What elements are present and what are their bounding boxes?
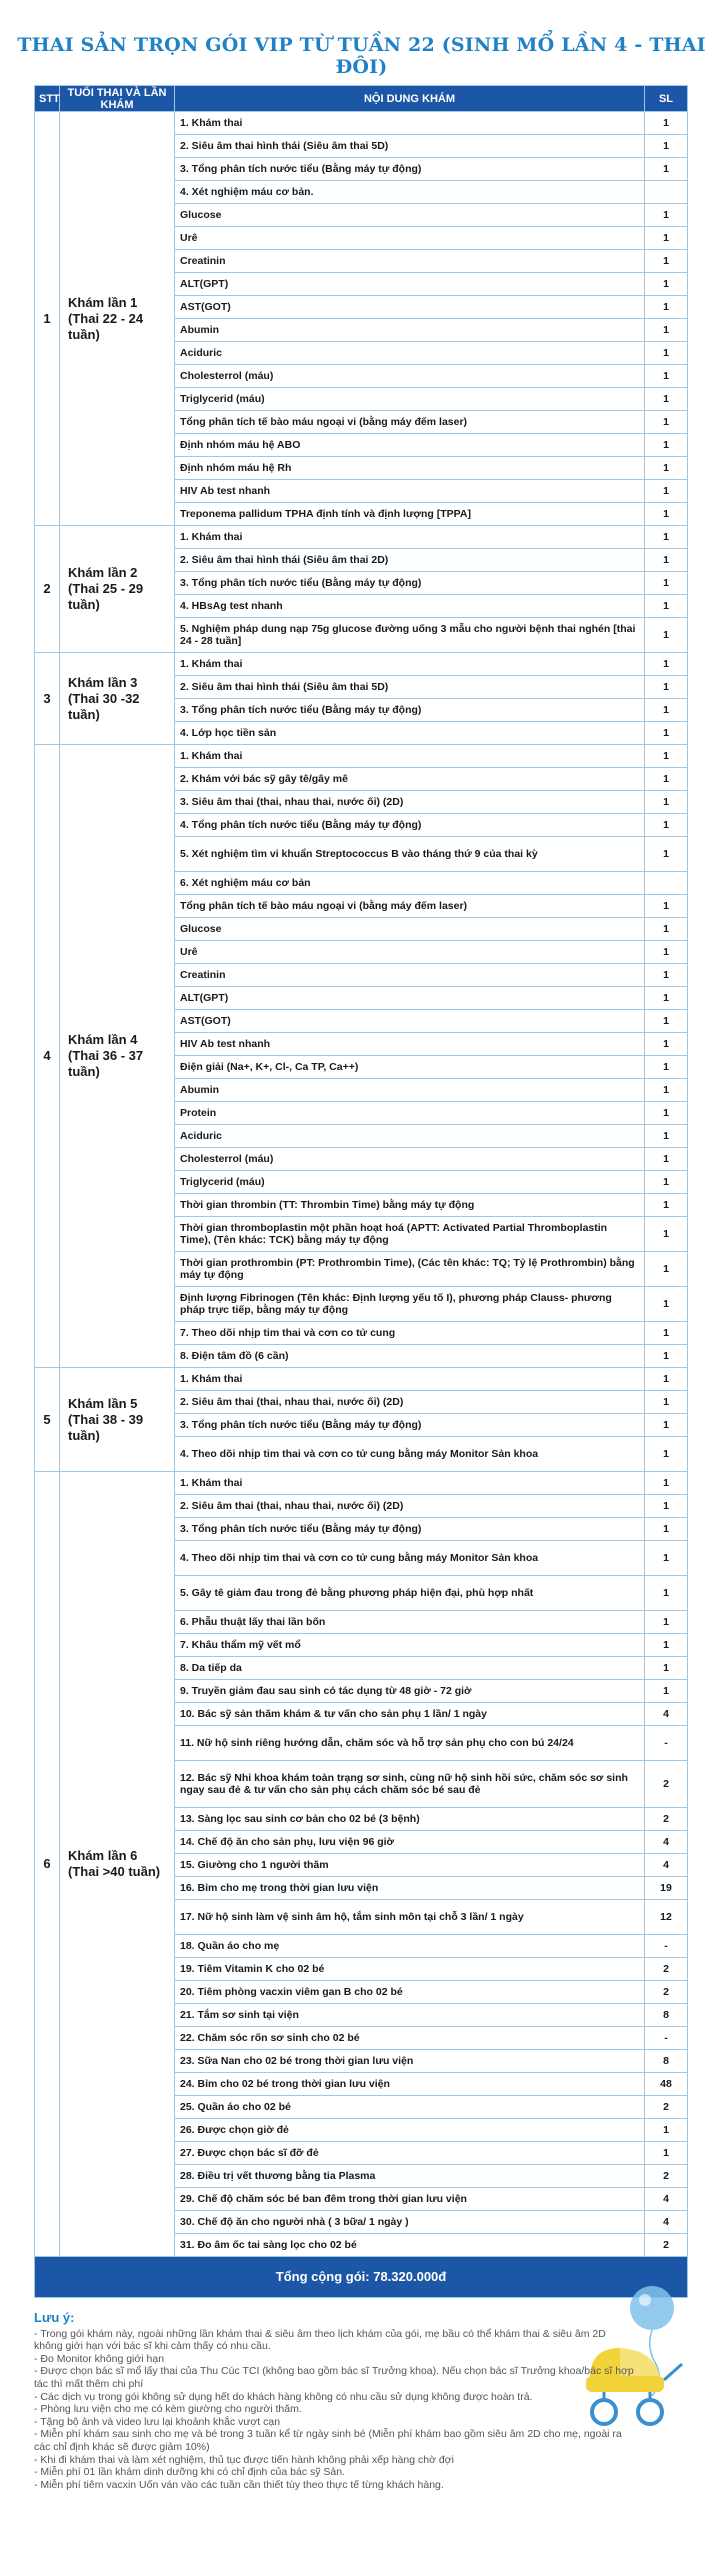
service-item: Triglycerid (máu) <box>175 388 645 411</box>
service-quantity: 1 <box>645 1391 688 1414</box>
service-quantity: 2 <box>645 1981 688 2004</box>
service-item: 5. Nghiệm pháp dung nạp 75g glucose đường uống 3 mẫu cho người bệnh thai nghén [thai 24 - 28 tuần] <box>175 618 645 653</box>
service-item: 21. Tắm sơ sinh tại viện <box>175 2004 645 2027</box>
service-quantity: 4 <box>645 2188 688 2211</box>
service-quantity: 1 <box>645 112 688 135</box>
service-quantity: 19 <box>645 1877 688 1900</box>
service-quantity: 1 <box>645 1056 688 1079</box>
service-item: 29. Chế độ chăm sóc bé ban đêm trong thời gian lưu viện <box>175 2188 645 2211</box>
service-quantity: 1 <box>645 653 688 676</box>
service-item: 1. Khám thai <box>175 526 645 549</box>
service-item: 18. Quần áo cho mẹ <box>175 1935 645 1958</box>
service-item: Urê <box>175 227 645 250</box>
service-item: 4. Lớp học tiền sản <box>175 722 645 745</box>
visit-name: Khám lần 3 <box>68 674 138 690</box>
service-quantity: 1 <box>645 618 688 653</box>
service-item: Triglycerid (máu) <box>175 1171 645 1194</box>
service-quantity: 1 <box>645 1368 688 1391</box>
service-quantity: 2 <box>645 2165 688 2188</box>
total-price: Tổng cộng gói: 78.320.000đ <box>35 2257 688 2298</box>
service-item: 25. Quần áo cho 02 bé <box>175 2096 645 2119</box>
service-quantity: - <box>645 2027 688 2050</box>
section-number: 4 <box>35 745 60 1368</box>
section-number: 2 <box>35 526 60 653</box>
note-line: - Các dịch vụ trong gói không sử dụng hết do khách hàng không có nhu cầu sử dụng không được hoàn trả. <box>34 2390 533 2403</box>
service-item: 6. Xét nghiệm máu cơ bản <box>175 872 645 895</box>
service-quantity: 1 <box>645 365 688 388</box>
service-quantity: 2 <box>645 1958 688 1981</box>
service-item: 5. Gây tê giảm đau trong đẻ bằng phương pháp hiện đại, phù hợp nhất <box>175 1576 645 1611</box>
package-table <box>34 85 688 2298</box>
service-quantity: 1 <box>645 987 688 1010</box>
service-quantity: 1 <box>645 204 688 227</box>
service-item: 2. Khám với bác sỹ gây tê/gây mê <box>175 768 645 791</box>
service-item: Treponema pallidum TPHA định tính và định lượng [TPPA] <box>175 503 645 526</box>
service-item: Điện giải (Na+, K+, Cl-, Ca TP, Ca++) <box>175 1056 645 1079</box>
header-stt: STT <box>35 86 60 112</box>
visit-name: Khám lần 6 <box>68 1848 138 1863</box>
service-quantity: 2 <box>645 2234 688 2257</box>
service-item: 22. Chăm sóc rốn sơ sinh cho 02 bé <box>175 2027 645 2050</box>
table-row <box>35 1368 688 1391</box>
service-quantity: - <box>645 1935 688 1958</box>
visit-cell <box>60 745 175 1368</box>
visit-name: Khám lần 2 <box>68 565 138 580</box>
service-quantity: 1 <box>645 480 688 503</box>
service-quantity: 4 <box>645 1831 688 1854</box>
service-item: 4. Tổng phân tích nước tiểu (Bằng máy tự động) <box>175 814 645 837</box>
service-item: 19. Tiêm Vitamin K cho 02 bé <box>175 1958 645 1981</box>
service-quantity: 1 <box>645 791 688 814</box>
section-number: 5 <box>35 1368 60 1472</box>
gestational-age: (Thai 38 - 39 tuần) <box>68 1411 144 1443</box>
service-quantity: 12 <box>645 1900 688 1935</box>
service-item: 14. Chế độ ăn cho sản phụ, lưu viện 96 giờ <box>175 1831 645 1854</box>
service-quantity: 1 <box>645 895 688 918</box>
service-item: 3. Siêu âm thai (thai, nhau thai, nước ối) (2D) <box>175 791 645 814</box>
service-quantity: 1 <box>645 1576 688 1611</box>
service-item: Định nhóm máu hệ ABO <box>175 434 645 457</box>
visit-name: Khám lần 5 <box>68 1395 138 1411</box>
service-quantity: 1 <box>645 572 688 595</box>
service-item: 3. Tổng phân tích nước tiểu (Bằng máy tự động) <box>175 699 645 722</box>
service-item: Cholesterrol (máu) <box>175 1148 645 1171</box>
service-quantity: 1 <box>645 918 688 941</box>
service-item: 6. Phẫu thuật lấy thai lần bốn <box>175 1611 645 1634</box>
service-item: HIV Ab test nhanh <box>175 1033 645 1056</box>
service-quantity: 2 <box>645 2096 688 2119</box>
service-quantity: 1 <box>645 457 688 480</box>
service-item: Tổng phân tích tế bào máu ngoại vi (bằng máy đếm laser) <box>175 411 645 434</box>
service-item: Định nhóm máu hệ Rh <box>175 457 645 480</box>
service-quantity: 1 <box>645 273 688 296</box>
service-quantity: 1 <box>645 250 688 273</box>
gestational-age: (Thai 30 -32 tuần) <box>68 690 140 722</box>
service-quantity: 1 <box>645 411 688 434</box>
service-item: 3. Tổng phân tích nước tiểu (Bằng máy tự động) <box>175 1414 645 1437</box>
section-number: 3 <box>35 653 60 745</box>
service-item: 2. Siêu âm thai hình thái (Siêu âm thai 2D) <box>175 549 645 572</box>
service-item: Abumin <box>175 1079 645 1102</box>
service-quantity: 1 <box>645 503 688 526</box>
service-item: 1. Khám thai <box>175 1472 645 1495</box>
service-item: AST(GOT) <box>175 1010 645 1033</box>
service-quantity: 1 <box>645 388 688 411</box>
gestational-age: (Thai >40 tuần) <box>68 1864 161 1879</box>
service-item: 17. Nữ hộ sinh làm vệ sinh âm hộ, tắm sinh môn tại chỗ 3 lần/ 1 ngày <box>175 1900 645 1935</box>
service-quantity: 1 <box>645 676 688 699</box>
page-title: THAI SẢN TRỌN GÓI VIP TỪ TUẦN 22 (SINH MỔ LẦN 4 - THAI ĐÔI) <box>17 34 706 78</box>
note-line: - Được chọn bác sĩ mổ lấy thai của Thu Cúc TCI (không bao gồm bác sĩ Trưởng khoa). Nếu chọn bác sĩ Trưởng khoa/bác sĩ hợp tác thì mất thêm chi phí <box>34 2365 634 2390</box>
service-quantity: 1 <box>645 526 688 549</box>
service-item: 28. Điều trị vết thương bằng tia Plasma <box>175 2165 645 2188</box>
service-item: Thời gian prothrombin (PT: Prothrombin Time), (Các tên khác: TQ; Tỷ lệ Prothrombin) bằng máy tự động <box>175 1252 645 1287</box>
service-quantity: 1 <box>645 1634 688 1657</box>
note-line: - Trong gói khám này, ngoài những lần khám thai & siêu âm theo lịch khám của gói, mẹ bầu có thể khám thai & siêu âm 2D không giới hạn với bác sĩ khi cảm thấy có nhu cầu. <box>34 2327 606 2353</box>
service-item: 10. Bác sỹ sản thăm khám & tư vấn cho sản phụ 1 lần/ 1 ngày <box>175 1703 645 1726</box>
service-quantity: 1 <box>645 814 688 837</box>
service-quantity: 8 <box>645 2004 688 2027</box>
note-line: - Đo Monitor không giới hạn <box>34 2352 165 2365</box>
service-quantity: 1 <box>645 1437 688 1472</box>
service-item: 2. Siêu âm thai (thai, nhau thai, nước ối) (2D) <box>175 1391 645 1414</box>
service-item: 8. Da tiếp da <box>175 1657 645 1680</box>
service-item: 8. Điện tâm đồ (6 cần) <box>175 1345 645 1368</box>
service-item: 4. Theo dõi nhịp tim thai và cơn co tử cung bằng máy Monitor Sản khoa <box>175 1437 645 1472</box>
notes-section <box>34 2312 634 2491</box>
service-item: 9. Truyền giảm đau sau sinh có tác dụng từ 48 giờ - 72 giờ <box>175 1680 645 1703</box>
service-quantity: 1 <box>645 964 688 987</box>
visit-cell <box>60 526 175 653</box>
service-item: Creatinin <box>175 250 645 273</box>
header-content: NỘI DUNG KHÁM <box>175 86 645 112</box>
service-quantity: 1 <box>645 1518 688 1541</box>
service-item: 30. Chế độ ăn cho người nhà ( 3 bữa/ 1 ngày ) <box>175 2211 645 2234</box>
service-quantity: 1 <box>645 1495 688 1518</box>
service-item: HIV Ab test nhanh <box>175 480 645 503</box>
service-quantity: 1 <box>645 1125 688 1148</box>
table-header-row <box>35 86 688 112</box>
service-quantity: 1 <box>645 1657 688 1680</box>
service-item: 12. Bác sỹ Nhi khoa khám toàn trạng sơ sinh, cùng nữ hộ sinh hồi sức, chăm sóc sơ sinh ngay sau đẻ & tư vấn cho sản phụ cách chăm sóc bé sau đẻ <box>175 1761 645 1808</box>
service-quantity: 1 <box>645 1680 688 1703</box>
service-quantity: 4 <box>645 2211 688 2234</box>
note-line: - Tặng bộ ảnh và video lưu lại khoảnh khắc vượt cạn <box>34 2415 281 2428</box>
note-line: - Miễn phí 01 lần khám dinh dưỡng khi có chỉ định của bác sỹ Sản. <box>34 2466 346 2479</box>
service-item: 4. HBsAg test nhanh <box>175 595 645 618</box>
service-quantity: 1 <box>645 1171 688 1194</box>
service-quantity: 1 <box>645 1414 688 1437</box>
service-quantity: 1 <box>645 2119 688 2142</box>
service-quantity: 1 <box>645 1010 688 1033</box>
service-item: 24. Bỉm cho 02 bé trong thời gian lưu viện <box>175 2073 645 2096</box>
note-line: - Phòng lưu viện cho mẹ có kèm giường cho người thăm. <box>34 2403 302 2416</box>
service-item: Creatinin <box>175 964 645 987</box>
service-quantity: 1 <box>645 1079 688 1102</box>
service-quantity: 1 <box>645 135 688 158</box>
service-quantity: 1 <box>645 1611 688 1634</box>
service-quantity: 8 <box>645 2050 688 2073</box>
service-quantity: 1 <box>645 1322 688 1345</box>
service-quantity: 1 <box>645 768 688 791</box>
service-quantity <box>645 872 688 895</box>
service-quantity: 1 <box>645 1287 688 1322</box>
service-quantity: 1 <box>645 342 688 365</box>
service-quantity: 1 <box>645 595 688 618</box>
service-item: 1. Khám thai <box>175 653 645 676</box>
service-quantity: 2 <box>645 1761 688 1808</box>
service-quantity: - <box>645 1726 688 1761</box>
service-quantity: 48 <box>645 2073 688 2096</box>
service-item: Cholesterrol (máu) <box>175 365 645 388</box>
service-item: Abumin <box>175 319 645 342</box>
service-item: 1. Khám thai <box>175 1368 645 1391</box>
service-quantity: 1 <box>645 1252 688 1287</box>
service-item: 4. Xét nghiệm máu cơ bản. <box>175 181 645 204</box>
service-quantity: 1 <box>645 1345 688 1368</box>
service-item: 2. Siêu âm thai (thai, nhau thai, nước ối) (2D) <box>175 1495 645 1518</box>
service-item: 27. Được chọn bác sĩ đỡ đẻ <box>175 2142 645 2165</box>
table-row <box>35 745 688 768</box>
service-item: Protein <box>175 1102 645 1125</box>
service-quantity: 1 <box>645 227 688 250</box>
service-item: 1. Khám thai <box>175 112 645 135</box>
service-item: 2. Siêu âm thai hình thái (Siêu âm thai 5D) <box>175 676 645 699</box>
table-body <box>35 112 688 2257</box>
service-item: 7. Khâu thẩm mỹ vết mổ <box>175 1634 645 1657</box>
service-item: 20. Tiêm phòng vacxin viêm gan B cho 02 bé <box>175 1981 645 2004</box>
section-number: 6 <box>35 1472 60 2257</box>
service-item: ALT(GPT) <box>175 273 645 296</box>
service-item: ALT(GPT) <box>175 987 645 1010</box>
service-quantity: 1 <box>645 745 688 768</box>
visit-name: Khám lần 4 <box>68 1032 138 1047</box>
header-visit: TUỔI THAI VÀ LẦN KHÁM <box>60 86 175 112</box>
service-item: 13. Sàng lọc sau sinh cơ bản cho 02 bé (3 bệnh) <box>175 1808 645 1831</box>
service-quantity: 1 <box>645 2142 688 2165</box>
visit-cell <box>60 1368 175 1472</box>
service-item: 2. Siêu âm thai hình thái (Siêu âm thai 5D) <box>175 135 645 158</box>
note-line: - Khi đi khám thai và làm xét nghiệm, thủ tục được tiến hành không phải xếp hàng chờ đợi <box>34 2453 454 2466</box>
service-item: Urê <box>175 941 645 964</box>
service-quantity: 1 <box>645 319 688 342</box>
service-item: Aciduric <box>175 342 645 365</box>
service-item: Glucose <box>175 204 645 227</box>
service-quantity: 1 <box>645 158 688 181</box>
table-row <box>35 653 688 676</box>
service-item: 7. Theo dõi nhịp tim thai và cơn co tử cung <box>175 1322 645 1345</box>
service-quantity: 1 <box>645 434 688 457</box>
service-quantity: 1 <box>645 699 688 722</box>
service-quantity: 1 <box>645 1217 688 1252</box>
table-row <box>35 1472 688 1495</box>
visit-cell <box>60 1472 175 2257</box>
service-item: 16. Bỉm cho mẹ trong thời gian lưu viện <box>175 1877 645 1900</box>
service-item: 3. Tổng phân tích nước tiểu (Bằng máy tự động) <box>175 572 645 595</box>
service-item: 1. Khám thai <box>175 745 645 768</box>
service-item: Aciduric <box>175 1125 645 1148</box>
table-row <box>35 526 688 549</box>
service-quantity: 1 <box>645 296 688 319</box>
service-item: 5. Xét nghiệm tìm vi khuẩn Streptococcus B vào tháng thứ 9 của thai kỳ <box>175 837 645 872</box>
service-quantity: 2 <box>645 1808 688 1831</box>
service-quantity: 1 <box>645 1541 688 1576</box>
section-number: 1 <box>35 112 60 526</box>
service-quantity: 1 <box>645 722 688 745</box>
note-line: - Miễn phí khám sau sinh cho mẹ và bé trong 3 tuần kể từ ngày sinh bé (Miễn phí khám bao gồm siêu âm 2D cho mẹ, ngoài ra các chỉ định khác sẽ được giảm 10%) <box>34 2428 622 2453</box>
visit-cell <box>60 112 175 526</box>
service-item: Định lượng Fibrinogen (Tên khác: Định lượng yếu tố I), phương pháp Clauss- phương pháp trực tiếp, bằng máy tự động <box>175 1287 645 1322</box>
gestational-age: (Thai 25 - 29 tuần) <box>68 581 144 612</box>
gestational-age: (Thai 36 - 37 tuần) <box>68 1048 144 1079</box>
service-quantity: 1 <box>645 1033 688 1056</box>
service-quantity: 1 <box>645 941 688 964</box>
table-row <box>35 112 688 135</box>
notes-list <box>34 2328 634 2492</box>
service-item: Glucose <box>175 918 645 941</box>
service-quantity: 1 <box>645 549 688 572</box>
service-item: AST(GOT) <box>175 296 645 319</box>
service-item: 3. Tổng phân tích nước tiểu (Bằng máy tự động) <box>175 1518 645 1541</box>
visit-cell <box>60 653 175 745</box>
service-item: 31. Đo âm ốc tai sàng lọc cho 02 bé <box>175 2234 645 2257</box>
service-quantity <box>645 181 688 204</box>
service-quantity: 1 <box>645 1472 688 1495</box>
service-item: Tổng phân tích tế bào máu ngoại vi (bằng máy đếm laser) <box>175 895 645 918</box>
gestational-age: (Thai 22 - 24 tuần) <box>68 310 144 342</box>
service-item: 4. Theo dõi nhịp tim thai và cơn co tử cung bằng máy Monitor Sản khoa <box>175 1541 645 1576</box>
notes-title: Lưu ý: <box>34 2310 75 2325</box>
service-quantity: 4 <box>645 1703 688 1726</box>
service-item: 15. Giường cho 1 người thăm <box>175 1854 645 1877</box>
service-quantity: 4 <box>645 1854 688 1877</box>
note-line: - Miễn phí tiêm vacxin Uốn ván vào các tuần cần thiết tùy theo thực tế từng khách hàng. <box>34 2478 444 2491</box>
header-qty: SL <box>645 86 688 112</box>
service-item: 26. Được chọn giờ đẻ <box>175 2119 645 2142</box>
service-item: Thời gian thromboplastin một phần hoạt hoá (APTT: Activated Partial Thromboplastin Time), (Tên khác: TCK) bằng máy tự động <box>175 1217 645 1252</box>
service-quantity: 1 <box>645 837 688 872</box>
service-quantity: 1 <box>645 1194 688 1217</box>
service-item: 11. Nữ hộ sinh riêng hướng dẫn, chăm sóc và hỗ trợ sản phụ cho con bú 24/24 <box>175 1726 645 1761</box>
service-item: Thời gian thrombin (TT: Thrombin Time) bằng máy tự động <box>175 1194 645 1217</box>
service-quantity: 1 <box>645 1148 688 1171</box>
service-item: 3. Tổng phân tích nước tiểu (Bằng máy tự động) <box>175 158 645 181</box>
service-item: 23. Sữa Nan cho 02 bé trong thời gian lưu viện <box>175 2050 645 2073</box>
visit-name: Khám lần 1 <box>68 294 138 310</box>
service-quantity: 1 <box>645 1102 688 1125</box>
